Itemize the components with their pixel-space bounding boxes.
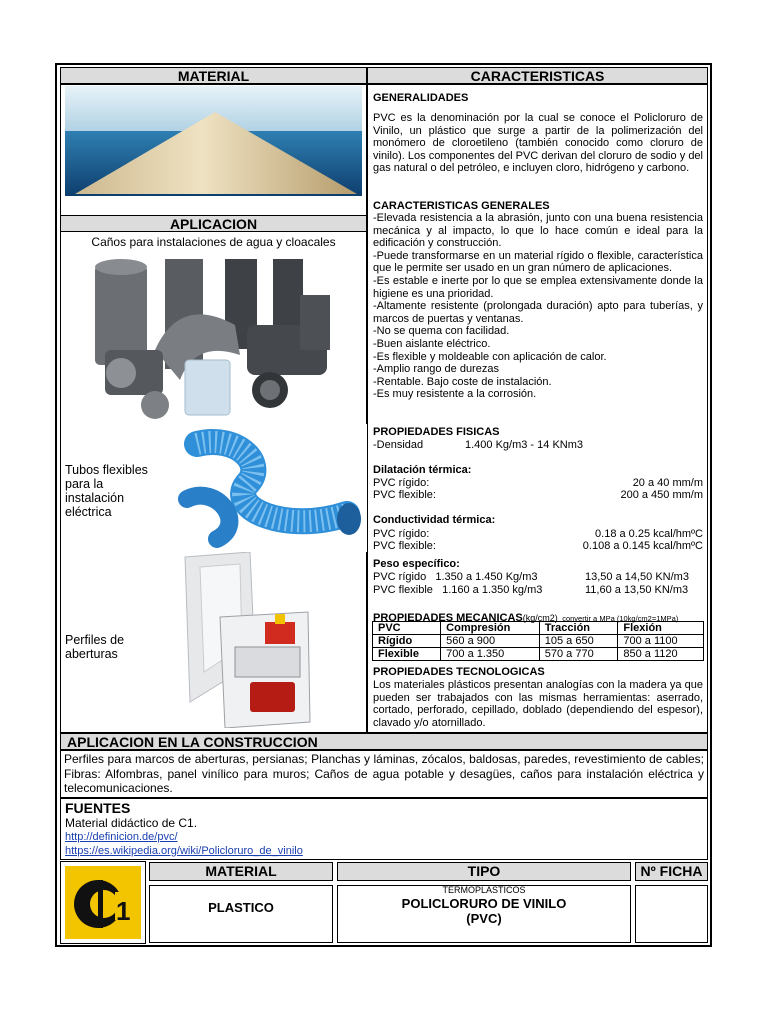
list-item: -Rentable. Bajo coste de instalación. xyxy=(373,375,552,388)
densidad-label: -Densidad xyxy=(373,439,424,451)
conductividad-rigido-value: 0.18 a 0.25 kcal/hmºC xyxy=(595,528,703,540)
propiedades-mecanicas-table xyxy=(372,621,704,661)
list-item: -Es flexible y moldeable con aplicación de calor. xyxy=(373,350,607,363)
window-profile-image xyxy=(180,552,320,728)
generalidades-title: GENERALIDADES xyxy=(373,92,469,104)
footer-tipo-line1: POLICLORURO DE VINILO xyxy=(401,896,567,911)
svg-text:1: 1 xyxy=(116,896,131,926)
table-cell: 700 a 1100 xyxy=(618,635,704,648)
list-item: -Elevada resistencia a la abrasión, junto con una buena resistencia mecánica y al impacto, lo que lo hace común e ideal para la edificación y construcción. xyxy=(373,212,703,250)
propiedades-tecnologicas-title: PROPIEDADES TECNOLOGICAS xyxy=(373,666,545,678)
footer-ficha-cell xyxy=(635,885,708,943)
table-cell: Flexible xyxy=(373,648,441,661)
dilatacion-rigido-row xyxy=(373,477,703,490)
list-item: -No se quema con facilidad. xyxy=(373,325,510,338)
list-item: -Buen aislante eléctrico. xyxy=(373,337,491,350)
dilatacion-flexible-value: 200 a 450 mm/m xyxy=(620,489,703,501)
conductividad-flexible-row xyxy=(373,540,703,553)
construccion-header: APLICACION EN LA CONSTRUCCION xyxy=(60,733,708,750)
peso-flexible-kn: 11,60 a 13,50 KN/m3 xyxy=(585,584,689,596)
propiedades-mecanicas-unit: (kg/cm2) xyxy=(522,613,558,623)
list-item: -Es estable e inerte por lo que se emplea extensivamente donde la higiene es una prioridad. xyxy=(373,274,703,300)
table-cell: 570 a 770 xyxy=(539,648,618,661)
table-cell: 700 a 1.350 xyxy=(441,648,540,661)
propiedades-mecanicas-title: PROPIEDADES MECANICAS xyxy=(373,612,523,624)
fuentes-link-definicion[interactable]: http://definicion.de/pvc/ xyxy=(65,831,178,843)
footer-tipo-header: TIPO xyxy=(337,862,631,881)
list-item: -Altamente resistente (prolongada duración) apto para tuberías, y marcos de puertas y ventanas. xyxy=(373,300,703,325)
caracteristicas-header: CARACTERISTICAS xyxy=(367,67,708,84)
table-cell: 560 a 900 xyxy=(441,635,540,648)
construccion-text: Perfiles para marcos de aberturas, persianas; Planchas y láminas, zócalos, baldosas, paredes, revestimiento de cables; Fibras: Alfombras, panel vinílico para muros; Caños de agua potable y desagües, caños para instalación eléctrica y telecomunicaciones. xyxy=(64,752,704,795)
peso-title: Peso específico: xyxy=(373,558,460,570)
aplicacion-header: APLICACION xyxy=(60,215,367,232)
table-row xyxy=(373,635,704,648)
table-cell: Flexión xyxy=(618,622,704,635)
tubos-caption: Tubos flexibles para la instalación eléctrica xyxy=(65,463,148,519)
conductividad-title: Conductividad térmica: xyxy=(373,514,496,526)
pvc-powder-image xyxy=(65,86,362,196)
table-cell: Rígido xyxy=(373,635,441,648)
footer-ficha-header: Nº FICHA xyxy=(635,862,708,881)
conductividad-rigido-label: PVC rígido: xyxy=(373,528,430,540)
dilatacion-rigido-label: PVC rígido: xyxy=(373,477,430,489)
peso-rigido: PVC rígido 1.350 a 1.450 Kg/m3 xyxy=(373,571,538,583)
pvc-pipes-image xyxy=(85,255,335,425)
conductividad-flexible-value: 0.108 a 0.145 kcal/hmºC xyxy=(582,540,703,552)
fuentes-link-wikipedia[interactable]: https://es.wikipedia.org/wiki/Policloruro_de_vinilo xyxy=(65,845,303,857)
dilatacion-rigido-value: 20 a 40 mm/m xyxy=(632,477,703,489)
caracteristicas-generales-list xyxy=(373,212,703,401)
dilatacion-flexible-label: PVC flexible: xyxy=(373,489,436,501)
dilatacion-flexible-row xyxy=(373,489,703,502)
canos-caption: Caños para instalaciones de agua y cloacales xyxy=(91,235,336,249)
footer-material-value: PLASTICO xyxy=(208,900,274,915)
list-item: -Puede transformarse en un material rígido o flexible, característica que le permite ser usado en un gran número de aplicaciones. xyxy=(373,249,703,275)
material-header: MATERIAL xyxy=(60,67,367,84)
dilatacion-title: Dilatación térmica: xyxy=(373,464,472,476)
perfiles-caption: Perfiles de aberturas xyxy=(65,633,125,661)
table-row xyxy=(373,648,704,661)
peso-rigido-kn: 13,50 a 14,50 KN/m3 xyxy=(585,571,689,583)
table-cell: 850 a 1120 xyxy=(618,648,704,661)
propiedades-fisicas-title: PROPIEDADES FISICAS xyxy=(373,426,500,438)
footer-material-header: MATERIAL xyxy=(149,862,333,881)
generalidades-text: PVC es la denominación por la cual se conoce el Policloruro de Vinilo, un plástico que surge a partir de la polimerización del monómero de cloroetileno (también conocido como cloruro de vinilo). Los componentes del PVC derivan del cloruro de sodio y del gas natural o del petróleo, e incluyen cloro, hidrógeno y carbono. xyxy=(373,112,703,175)
table-cell: 105 a 650 xyxy=(539,635,618,648)
table-cell: Compresión xyxy=(441,622,540,635)
table-row xyxy=(373,622,704,635)
c1-logo xyxy=(65,866,141,939)
list-item: -Amplio rango de durezas xyxy=(373,363,499,376)
conductividad-rigido-row xyxy=(373,528,703,541)
flexible-conduit-image xyxy=(177,424,367,552)
conductividad-flexible-label: PVC flexible: xyxy=(373,540,436,552)
table-cell: Tracción xyxy=(539,622,618,635)
propiedades-mecanicas-note: convertir a MPa (10kg/cm2=1MPa) xyxy=(562,614,679,623)
caracteristicas-generales-title: CARACTERISTICAS GENERALES xyxy=(373,200,550,212)
propiedades-tecnologicas-text: Los materiales plásticos presentan analogías con la madera ya que pueden ser trabajados con las mismas herramientas: aserrado, cortado, perforado, cepillado, doblado (dependiendo del espesor), clavado y/o atornillado. xyxy=(373,679,703,729)
fuentes-line1: Material didáctico de C1. xyxy=(65,816,198,830)
densidad-value: 1.400 Kg/m3 - 14 KNm3 xyxy=(465,439,584,451)
footer-tipo-small: TERMOPLASTICOS xyxy=(442,885,526,895)
footer-tipo-line2: (PVC) xyxy=(466,911,502,926)
fuentes-title: FUENTES xyxy=(65,800,131,816)
list-item: -Es muy resistente a la corrosión. xyxy=(373,388,537,401)
table-cell: PVC xyxy=(373,622,441,635)
peso-flexible: PVC flexible 1.160 a 1.350 kg/m3 xyxy=(373,584,543,596)
